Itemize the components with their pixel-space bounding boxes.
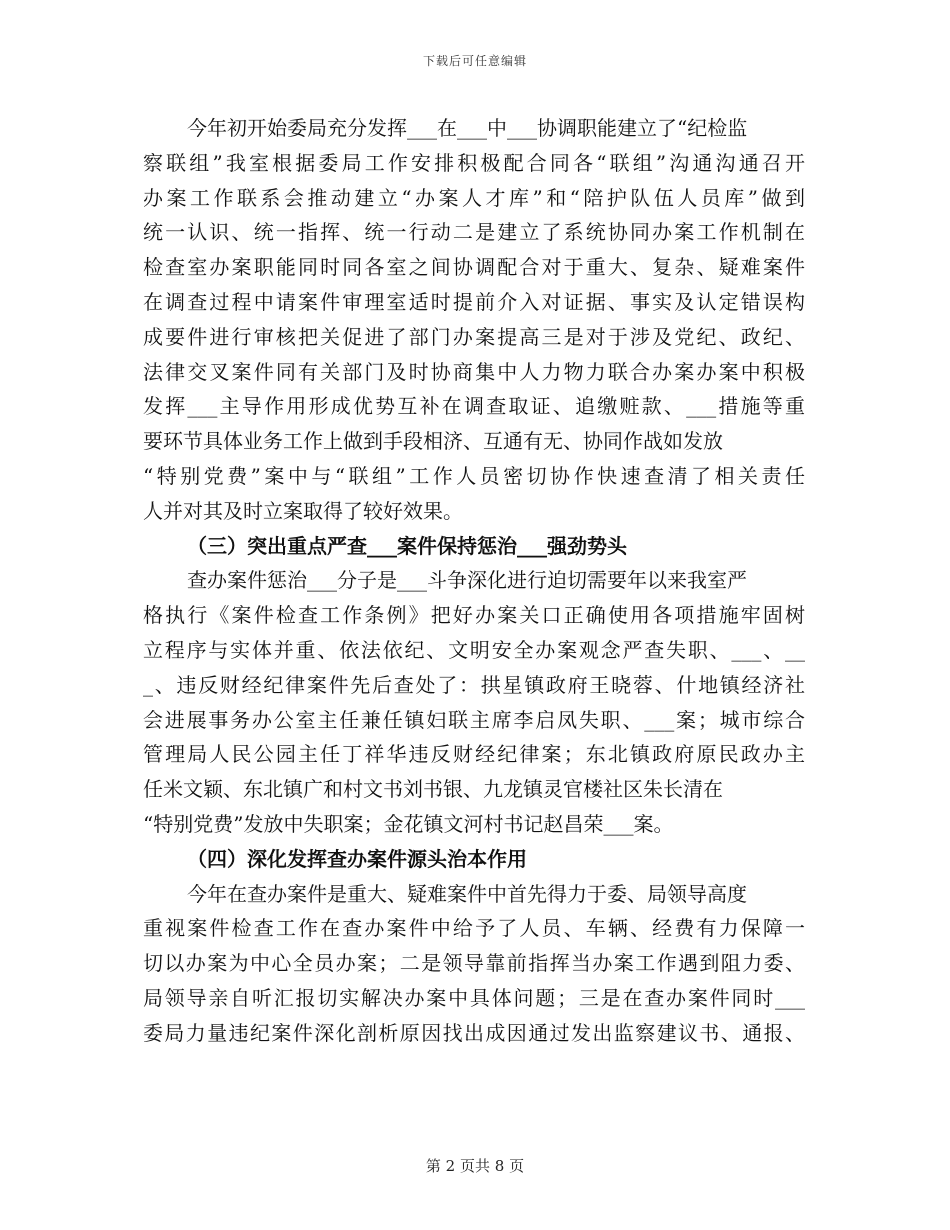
paragraph-line: _、违反财经纪律案件先后查处了：拱星镇政府王晓蓉、什地镇经济社 — [143, 672, 805, 697]
header-note: 下载后可任意编辑 — [422, 54, 527, 68]
paragraph-line: 任米文颖、东北镇广和村文书刘书银、九龙镇灵官楼社区朱长清在 — [143, 777, 723, 802]
paragraph-line: 今年在查办案件是重大、疑难案件中首先得力于委、局领导高度 — [187, 881, 747, 906]
paragraph-line: “特别党费”案中与“联组”工作人员密切协作快速查清了相关责任 — [143, 463, 805, 488]
paragraph-line: 今年初开始委局充分发挥___在___中___协调职能建立了“纪检监 — [187, 116, 748, 140]
paragraph-line: 检查室办案职能同时同各室之间协调配合对于重大、复杂、疑难案件 — [143, 255, 805, 280]
paragraph-line: 法律交叉案件同有关部门及时协商集中人力物力联合办案办案中积极 — [143, 359, 805, 384]
section-heading: （三）突出重点严查___案件保持惩治___强劲势头 — [187, 533, 627, 558]
paragraph-line: 在调查过程中请案件审理室适时提前介入对证据、事实及认定错误构 — [143, 289, 805, 314]
paragraph-line: 发挥___主导作用形成优势互补在调查取证、追缴赃款、___措施等重 — [143, 394, 805, 419]
paragraph-line: 立程序与实体并重、依法依纪、文明安全办案观念严查失职、___、__ — [143, 637, 805, 662]
page-number-footer: 第 2 页共 8 页 — [425, 1157, 525, 1175]
paragraph-line: 委局力量违纪案件深化剖析原因找出成因通过发出监察建议书、通报、 — [143, 1020, 805, 1045]
paragraph-line: 统一认识、统一指挥、统一行动二是建立了系统协同办案工作机制在 — [143, 220, 805, 245]
paragraph-line: 成要件进行审核把关促进了部门办案提高三是对于涉及党纪、政纪、 — [143, 324, 805, 349]
paragraph-line: 查办案件惩治___分子是___斗争深化进行迫切需要年以来我室严 — [187, 568, 747, 593]
paragraph-line: 要环节具体业务工作上做到手段相济、互通有无、协同作战如发放 — [143, 429, 723, 454]
paragraph-line: 局领导亲自听汇报切实解决办案中具体问题；三是在查办案件同时___ — [143, 985, 805, 1010]
paragraph-line: 切以办案为中心全员办案；二是领导靠前指挥当办案工作遇到阻力委、 — [143, 951, 805, 976]
paragraph-line: 管理局人民公园主任丁祥华违反财经纪律案；东北镇政府原民政办主 — [143, 742, 805, 767]
paragraph-line: “特别党费”发放中失职案；金花镇文河村书记赵昌荣___案。 — [143, 811, 674, 836]
paragraph-line: 会进展事务办公室主任兼任镇妇联主席李启凤失职、___案；城市综合 — [143, 707, 805, 732]
section-heading: （四）深化发挥查办案件源头治本作用 — [187, 846, 527, 871]
paragraph-line: 办案工作联系会推动建立“办案人才库”和“陪护队伍人员库”做到 — [143, 185, 805, 210]
document-body — [143, 111, 805, 1051]
paragraph-line: 格执行《案件检查工作条例》把好办案关口正确使用各项措施牢固树 — [143, 603, 805, 628]
paragraph-line: 察联组”我室根据委局工作安排积极配合同各“联组”沟通沟通召开 — [143, 150, 805, 175]
paragraph-line: 人并对其及时立案取得了较好效果。 — [143, 498, 463, 523]
paragraph-line: 重视案件检查工作在查办案件中给予了人员、车辆、经费有力保障一 — [143, 916, 805, 941]
